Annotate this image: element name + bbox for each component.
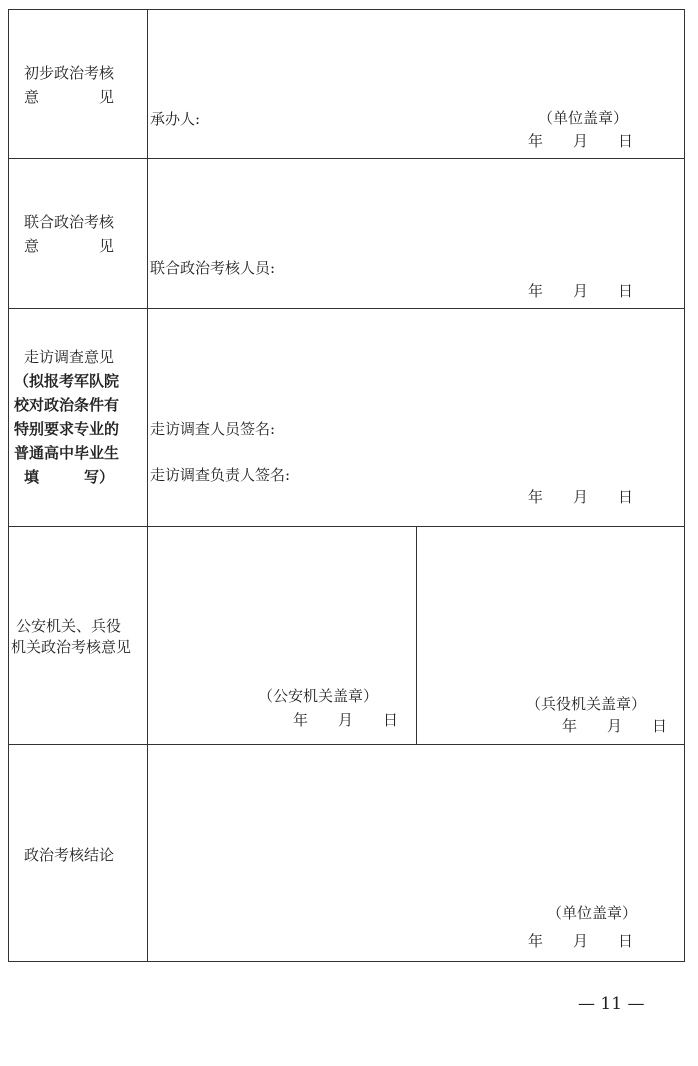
visit-leader-signature-label: 走访调查负责人签名: bbox=[150, 466, 291, 484]
initial-date: 年 月 日 bbox=[528, 132, 634, 150]
joint-review-label: 联合政治考核 bbox=[24, 213, 115, 231]
initial-review-label: 初步政治考核 bbox=[24, 64, 115, 82]
military-date: 年 月 日 bbox=[562, 717, 668, 735]
police-date: 年 月 日 bbox=[293, 711, 399, 729]
visit-label-note-2: 校对政治条件有 bbox=[14, 396, 120, 414]
conclusion-date: 年 月 日 bbox=[528, 932, 634, 950]
police-military-label: 公安机关、兵役 bbox=[16, 617, 122, 635]
row-divider bbox=[8, 744, 685, 745]
label-column-divider bbox=[147, 9, 148, 962]
visit-label-note-3: 特别要求专业的 bbox=[14, 420, 120, 438]
conclusion-seal-label: （单位盖章） bbox=[547, 904, 638, 922]
visit-label-note-4: 普通高中毕业生 bbox=[14, 444, 120, 462]
row-divider bbox=[8, 158, 685, 159]
row-divider bbox=[8, 526, 685, 527]
joint-personnel-label: 联合政治考核人员: bbox=[150, 259, 276, 277]
page-number: — 11 — bbox=[578, 994, 645, 1014]
police-seal-label: （公安机关盖章） bbox=[258, 687, 379, 705]
unit-seal-label: （单位盖章） bbox=[538, 109, 629, 127]
visit-label: 走访调查意见 bbox=[24, 348, 115, 366]
initial-review-label-2: 意 见 bbox=[24, 88, 115, 106]
conclusion-label: 政治考核结论 bbox=[24, 846, 115, 864]
visit-label-note-5: 填 写） bbox=[24, 468, 115, 486]
joint-review-label-2: 意 见 bbox=[24, 237, 115, 255]
military-seal-label: （兵役机关盖章） bbox=[526, 695, 647, 713]
police-military-divider bbox=[416, 526, 417, 744]
joint-date: 年 月 日 bbox=[528, 282, 634, 300]
visit-staff-signature-label: 走访调查人员签名: bbox=[150, 420, 276, 438]
police-military-label-2: 机关政治考核意见 bbox=[11, 638, 132, 656]
visit-date: 年 月 日 bbox=[528, 488, 634, 506]
handler-label: 承办人: bbox=[150, 110, 201, 128]
visit-label-note: （拟报考军队院 bbox=[14, 372, 120, 390]
row-divider bbox=[8, 308, 685, 309]
